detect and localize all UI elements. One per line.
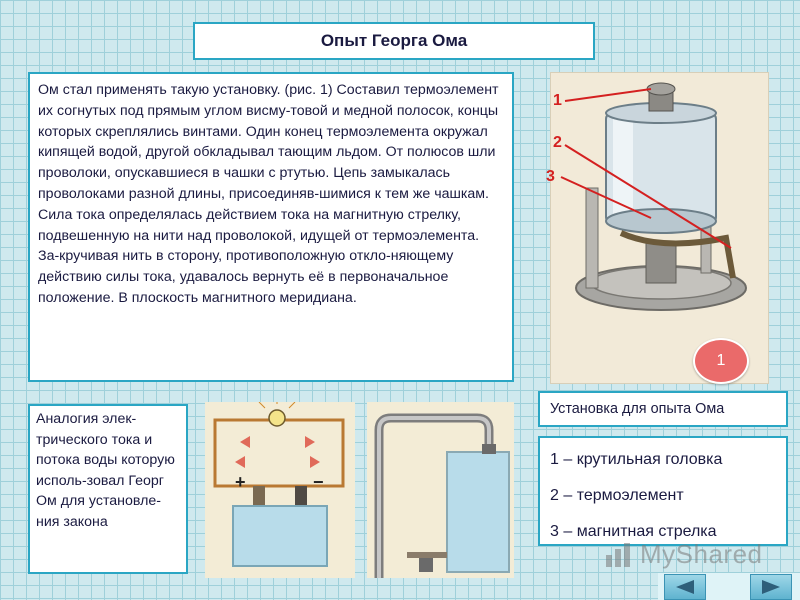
legend-box bbox=[538, 436, 788, 546]
ohm-apparatus-image bbox=[550, 72, 769, 384]
figure-number-badge: 1 bbox=[693, 338, 749, 384]
arrow-right-icon bbox=[760, 579, 782, 595]
marker-3: 3 bbox=[546, 168, 555, 185]
water-flow-image bbox=[367, 402, 514, 578]
next-slide-button[interactable] bbox=[750, 574, 792, 600]
legend-item-2: 2 – термоэлемент bbox=[550, 487, 684, 504]
slide-title: Опыт Георга Ома bbox=[193, 22, 595, 60]
circuit-drawing bbox=[205, 402, 355, 578]
minus-sign: − bbox=[313, 472, 324, 492]
ohm-apparatus-drawing bbox=[551, 73, 768, 383]
watermark-logo-icon bbox=[604, 539, 634, 569]
legend-item-3: 3 – магнитная стрелка bbox=[550, 523, 717, 540]
marker-2: 2 bbox=[553, 134, 562, 151]
arrow-left-icon bbox=[674, 579, 696, 595]
figure-caption: Установка для опыта Ома bbox=[538, 391, 788, 427]
plus-sign: + bbox=[235, 472, 246, 492]
analogy-text: Аналогия элек-трического тока и потока воды которую исполь-зовал Георг Ом для установле-ния закона bbox=[28, 404, 188, 574]
water-drawing bbox=[367, 402, 514, 578]
main-text: Ом стал применять такую установку. (рис. 1) Составил термоэлемент их согнутых под прямым углом висму-товой и медной полосок, концы которых скреплялись винтами. Один конец термоэлемента окружал кипящей водой, другой обкладывал тающим льдом. От полюсов шли проволоки, опускавшиеся в чашки с ртутью. Цепь замыкалась проволоками разной длины, присоединяв-шимися к тем же чашкам. Сила тока определялась действием тока на магнитную стрелку, подвешенную на нити над проволокой, идущей от термоэлемента. За-кручивая нить в сторону, противоположную откло-няющему действию силы тока, удавалось вернуть её в первоначальное положение. В плоскость магнитного меридиана. bbox=[28, 72, 514, 382]
electric-circuit-image bbox=[205, 402, 355, 578]
watermark bbox=[604, 534, 763, 574]
marker-1: 1 bbox=[553, 92, 562, 109]
watermark-text: MyShared bbox=[640, 538, 763, 569]
prev-slide-button[interactable] bbox=[664, 574, 706, 600]
legend-item-1: 1 – крутильная головка bbox=[550, 451, 723, 468]
